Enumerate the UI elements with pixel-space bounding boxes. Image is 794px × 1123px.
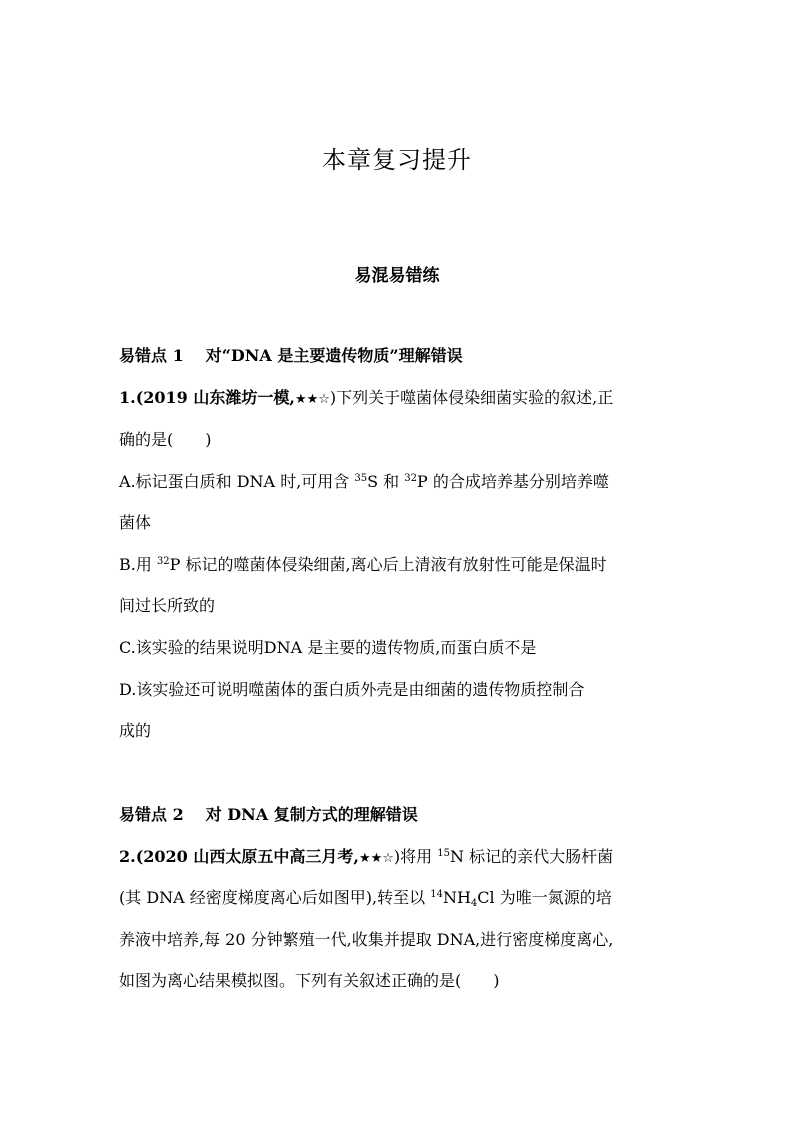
page-title: 本章复习提升 [322, 146, 472, 174]
q1-option-b-line-2: 间过长所致的 [119, 596, 216, 615]
q1-stem-line-2: 确的是( ) [119, 430, 212, 449]
error-point-2-text: 对 DNA 复制方式的理解错误 [205, 805, 418, 824]
q1-option-a-line-2: 菌体 [119, 513, 152, 532]
q2-line-3: 养液中培养,每 20 分钟繁殖一代,收集并提取 DNA,进行密度梯度离心, [119, 930, 614, 949]
q2-line-4: 如图为离心结果模拟图。下列有关叙述正确的是( ) [119, 971, 500, 990]
q2-line-1: 2.(2020 山西太原五中高三月考,★★☆)将用 $^{15}$N 标记的亲代大肠杆菌 [119, 847, 614, 866]
difficulty-stars: ★★☆ [358, 851, 394, 866]
error-point-1-label: 易错点 1 [119, 346, 184, 365]
error-point-1-heading [119, 345, 463, 367]
q1-option-d-line-1: D.该实验还可说明噬菌体的蛋白质外壳是由细菌的遗传物质控制合 [119, 680, 585, 699]
q1-option-c: C.该实验的结果说明DNA 是主要的遗传物质,而蛋白质不是 [119, 638, 537, 657]
q1-option-d-line-2: 成的 [119, 721, 152, 740]
error-point-1-text: 对“DNA 是主要遗传物质”理解错误 [205, 346, 463, 365]
q1-stem-line-1: 1.(2019 山东潍坊一模,★★☆)下列关于噬菌体侵染细菌实验的叙述,正 [119, 388, 614, 407]
section-heading: 易混易错练 [354, 266, 440, 286]
q2-line-2: (其 DNA 经密度梯度离心后如图甲),转至以 $^{14}NH_4Cl$ 为唯一氮源的培 [119, 888, 612, 909]
q1-option-b-line-1: B.用 $^{32}$P 标记的噬菌体侵染细菌,离心后上清液有放射性可能是保温时 [119, 555, 607, 574]
error-point-2-label: 易错点 2 [119, 805, 184, 824]
error-point-2-heading [119, 804, 418, 826]
q1-option-a-line-1: A.标记蛋白质和 DNA 时,可用含 $^{35}$S 和 $^{32}$P 的合成培养基分别培养噬 [119, 472, 609, 491]
difficulty-stars: ★★☆ [294, 392, 330, 407]
